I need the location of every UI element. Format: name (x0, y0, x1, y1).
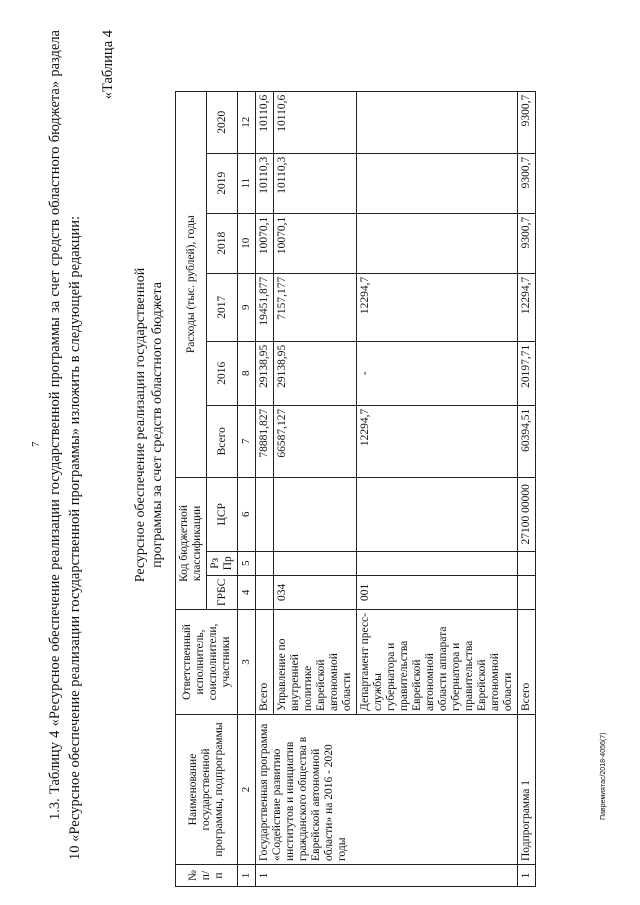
table-title (132, 245, 166, 605)
header-executor: Ответственный исполнитель, соисполнители, участники (176, 610, 238, 715)
row-num: 1 (518, 865, 536, 887)
grbs-cell (256, 575, 274, 609)
executor-cell: Департамент пресс-службы губернатора и правительства Еврейской автономной области аппарата губернатора и правительства Еврейской автономной области (357, 610, 518, 715)
col-number: 1 (238, 865, 256, 887)
y2016-cell: 29138,95 (274, 341, 357, 405)
col-number: 11 (238, 153, 256, 213)
header-2017: 2017 (207, 273, 238, 341)
y2020-cell: 10110,6 (256, 91, 274, 153)
total-cell: 66587,127 (274, 405, 357, 477)
header-2020: 2020 (207, 91, 238, 153)
executor-cell: Всего (256, 610, 274, 715)
table-label: «Таблица 4 (100, 30, 116, 100)
document-stamp: Павремиятас/2018-4056(7) (600, 732, 607, 820)
col-number: 7 (238, 405, 256, 477)
title-line-1: Ресурсное обеспечение реализации государственной (133, 267, 148, 583)
column-number-row (238, 91, 256, 886)
header-row-1 (176, 91, 207, 886)
executor-cell: Управление по внутренней политике Еврейской автономной области (274, 610, 357, 715)
csr-cell: 27100 00000 (518, 477, 536, 551)
executor-cell: Всего (518, 610, 536, 715)
program-name: Подпрограмма 1 (518, 715, 536, 865)
col-number: 5 (238, 551, 256, 575)
csr-cell (357, 477, 518, 551)
y2020-cell: 10110,6 (274, 91, 357, 153)
y2016-cell: 20197,71 (518, 341, 536, 405)
header-expenses-group: Расходы (тыс. рублей), годы (176, 91, 207, 477)
rz-cell (256, 551, 274, 575)
y2017-cell: 12294,7 (357, 273, 518, 341)
title-line-2: программы за счет средств областного бюджета (150, 282, 165, 568)
header-2016: 2016 (207, 341, 238, 405)
y2019-cell: 10110,3 (274, 153, 357, 213)
col-number: 12 (238, 91, 256, 153)
header-name: Наименование государственной программы, подпрограммы (176, 715, 238, 865)
y2016-cell: - (357, 341, 518, 405)
y2017-cell: 7157,177 (274, 273, 357, 341)
y2018-cell: 9300,7 (518, 213, 536, 273)
page-number: 7 (30, 441, 42, 447)
y2020-cell: 9300,7 (518, 91, 536, 153)
y2019-cell: 10110,3 (256, 153, 274, 213)
program-name: Государственная программа «Содействие развитию институтов и инициатив гражданского общества в Еврейской автономной области» на 2016 - 2020 годы (256, 715, 518, 865)
col-number: 6 (238, 477, 256, 551)
col-number: 4 (238, 575, 256, 609)
grbs-cell (518, 575, 536, 609)
table-row (518, 91, 536, 886)
total-cell: 60394,51 (518, 405, 536, 477)
rz-cell (357, 551, 518, 575)
y2018-cell: 10070,1 (256, 213, 274, 273)
row-num: 1 (256, 865, 518, 887)
y2018-cell (357, 213, 518, 273)
total-cell: 78881,827 (256, 405, 274, 477)
header-total: Всего (207, 405, 238, 477)
header-csr: ЦСР (207, 477, 238, 551)
col-number: 2 (238, 715, 256, 865)
rz-cell (518, 551, 536, 575)
csr-cell (256, 477, 274, 551)
y2020-cell (357, 91, 518, 153)
y2018-cell: 10070,1 (274, 213, 357, 273)
header-rz: Рз Пр (207, 551, 238, 575)
grbs-cell: 034 (274, 575, 357, 609)
y2016-cell: 29138,95 (256, 341, 274, 405)
header-code-group: Код бюджетной классификации (176, 477, 207, 609)
col-number: 8 (238, 341, 256, 405)
y2019-cell (357, 153, 518, 213)
resource-table (175, 91, 536, 887)
header-2019: 2019 (207, 153, 238, 213)
header-2018: 2018 (207, 213, 238, 273)
grbs-cell: 001 (357, 575, 518, 609)
col-number: 3 (238, 610, 256, 715)
col-number: 10 (238, 213, 256, 273)
total-cell: 12294,7 (357, 405, 518, 477)
table-row (256, 91, 274, 886)
col-number: 9 (238, 273, 256, 341)
y2017-cell: 19451,877 (256, 273, 274, 341)
rz-cell (274, 551, 357, 575)
intro-paragraph: 1.3. Таблицу 4 «Ресурсное обеспечение реализации государственной программы за счет средств областного бюджета» раздела 10 «Ресурсное обеспечение реализации государственной программы» изложить в следующей редакции: (47, 30, 83, 860)
csr-cell (274, 477, 357, 551)
header-num: № п/п (176, 865, 238, 887)
y2019-cell: 9300,7 (518, 153, 536, 213)
y2017-cell: 12294,7 (518, 273, 536, 341)
header-grbs: ГРБС (207, 575, 238, 609)
